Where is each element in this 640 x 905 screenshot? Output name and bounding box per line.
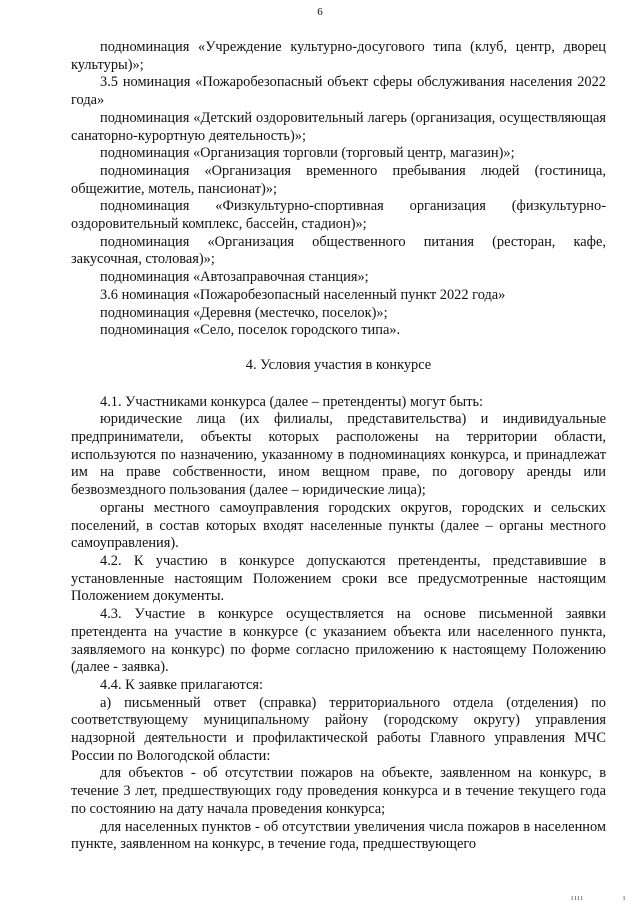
- paragraph-subnomination-trade: подноминация «Организация торговли (торговый центр, магазин)»;: [100, 145, 515, 162]
- section-heading: 4. Условия участия в конкурсе: [245, 356, 432, 373]
- paragraph-objects: для объектов - об отсутствии пожаров на объекте, заявленном на конкурс, в течение 3 лет, предшествующих году проведения конкурса и в течение текущего года по состоянию на дату начала проведения конкурса;: [71, 765, 606, 817]
- paragraph-subnomination-gas-station: подноминация «Автозаправочная станция»;: [100, 269, 369, 286]
- paragraph-legal-entities: юридические лица (их филиалы, представительства) и индивидуальные предприниматели, объекты которых расположены на территории области, используются по назначению, указанному в подноминациях конкурса, и принадлежат им на праве собственности, ином вещном праве, по договору аренды или безвозмездного пользования (далее – юридические лица);: [71, 411, 606, 499]
- edge-mark: ı: [623, 893, 626, 902]
- paragraph-4-2: 4.2. К участию в конкурсе допускаются претенденты, представившие в установленные настоящим Положением сроки все предусмотренные настоящим Положением документы.: [71, 552, 606, 605]
- paragraph-settlements: для населенных пунктов - об отсутствии увеличения числа пожаров в населенном пункте, заявленном на конкурс, в течение года, предшествующего: [71, 818, 606, 853]
- paragraph-subnomination-catering: подноминация «Организация общественного питания (ресторан, кафе, закусочная, столовая)»;: [71, 233, 606, 268]
- paragraph-subnomination-camp: подноминация «Детский оздоровительный лагерь (организация, осуществляющая санаторно-курортную деятельность)»;: [71, 109, 606, 144]
- paragraph-subnomination-sport: подноминация «Физкультурно-спортивная организация (физкультурно-оздоровительный комплекс, бассейн, стадион)»;: [71, 198, 606, 233]
- paragraph-subnomination-hotel: подноминация «Организация временного пребывания людей (гостиница, общежитие, мотель, пансионат)»;: [71, 162, 606, 197]
- paragraph-local-authorities: органы местного самоуправления городских округов, городских и сельских поселений, в состав которых входят населенные пункты (далее – органы местного самоуправления).: [71, 499, 606, 552]
- paragraph-4-4: 4.4. К заявке прилагаются:: [100, 676, 263, 693]
- paragraph-4-3: 4.3. Участие в конкурсе осуществляется на основе письменной заявки претендента на участие в конкурсе (с указанием объекта или населенного пункта, заявляемого на конкурс) по форме согласно приложению к настоящему Положению (далее - заявка).: [71, 606, 606, 676]
- footer-mark: ıııı: [571, 893, 584, 902]
- paragraph-nomination-3-6: 3.6 номинация «Пожаробезопасный населенный пункт 2022 года»: [100, 286, 506, 303]
- spacer: [71, 375, 606, 394]
- paragraph-4-4-a: а) письменный ответ (справка) территориального отдела (отделения) по соответствующему муниципальному району (городскому округу) управления надзорной деятельности и профилактической работы Главного управления МЧС России по Вологодской области:: [71, 694, 606, 764]
- page-number: 6: [317, 6, 323, 18]
- spacer: [71, 340, 606, 357]
- paragraph-nomination-3-5: 3.5 номинация «Пожаробезопасный объект сферы обслуживания населения 2022 года»: [71, 74, 606, 109]
- paragraph-4-1: 4.1. Участниками конкурса (далее – претенденты) могут быть:: [100, 393, 484, 410]
- paragraph-subnomination-settlement: подноминация «Село, поселок городского типа».: [100, 322, 401, 339]
- document-body: [71, 39, 606, 854]
- paragraph-subnomination-culture: подноминация «Учреждение культурно-досугового типа (клуб, центр, дворец культуры)»;: [71, 39, 606, 73]
- paragraph-subnomination-village: подноминация «Деревня (местечко, поселок)»;: [100, 304, 388, 321]
